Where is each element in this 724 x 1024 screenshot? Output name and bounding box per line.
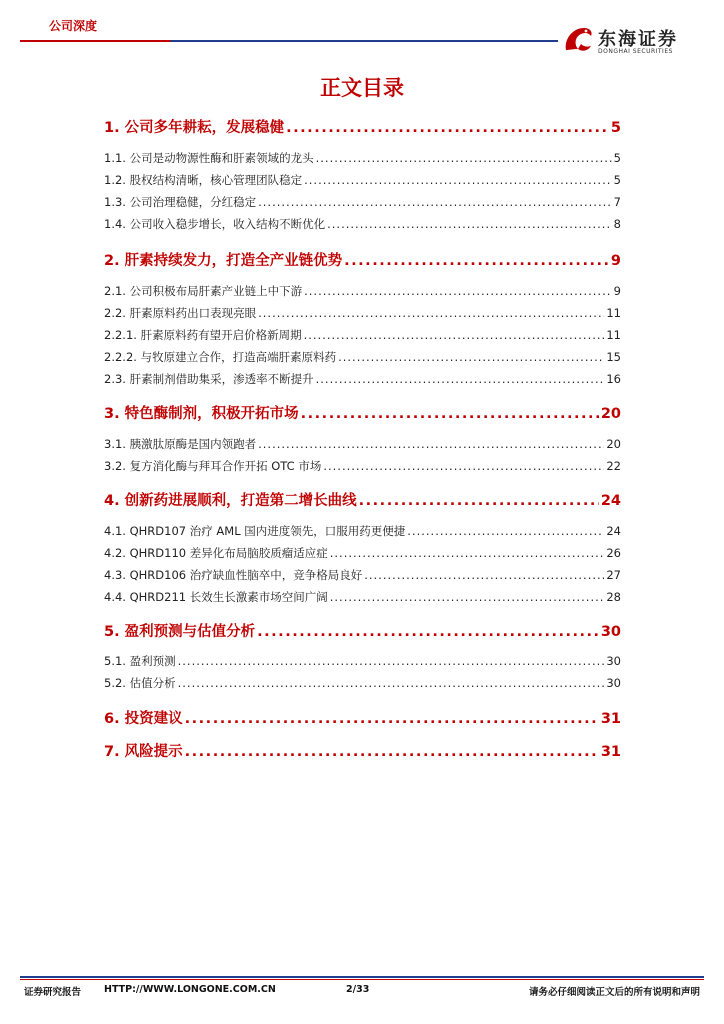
- toc-leader-dots: [316, 372, 605, 386]
- toc-entry-page: 20: [606, 437, 621, 451]
- toc-leader-dots: [304, 328, 605, 342]
- toc-entry-title: 1. 公司多年耕耘，发展稳健: [104, 120, 285, 136]
- toc-entry-page: 5: [613, 151, 621, 165]
- toc-entry-page: 26: [606, 546, 621, 560]
- toc-entry-title: 3. 特色酶制剂，积极开拓市场: [104, 406, 299, 422]
- toc-entry-title: 1.2. 股权结构清晰，核心管理团队稳定: [104, 173, 303, 187]
- toc-entry-page: 5: [610, 120, 621, 136]
- toc-entry-page: 5: [613, 173, 621, 187]
- toc-entry-page: 9: [613, 284, 621, 298]
- toc-chapter-entry[interactable]: [104, 620, 621, 641]
- toc-chapter-entry[interactable]: [104, 249, 621, 270]
- toc-section-entry[interactable]: [104, 675, 621, 691]
- toc-entry-title: 5. 盈利预测与估值分析: [104, 624, 256, 640]
- dragon-logo-icon: [560, 22, 596, 58]
- toc-entry-title: 2.1. 公司积极布局肝素产业链上中下游: [104, 284, 303, 298]
- toc-leader-dots: [178, 654, 605, 668]
- footer-divider: [20, 976, 704, 978]
- toc-entry-title: 2. 肝素持续发力，打造全产业链优势: [104, 253, 343, 269]
- toc-entry-title: 2.2. 肝素原料药出口表现亮眼: [104, 306, 257, 320]
- toc-section-entry[interactable]: [104, 371, 621, 387]
- toc-section-entry[interactable]: [104, 436, 621, 452]
- toc-leader-dots: [258, 306, 604, 320]
- toc-entry-title: 5.1. 盈利预测: [104, 654, 176, 668]
- footer-report-type: 证券研究报告: [24, 987, 82, 998]
- toc-leader-dots: [359, 493, 599, 509]
- toc-entry-page: 9: [610, 253, 621, 269]
- toc-entry-page: 31: [600, 711, 621, 727]
- toc-entry-page: 27: [606, 568, 621, 582]
- toc-entry-title: 2.2.2. 与牧原建立合作，打造高端肝素原料药: [104, 350, 337, 364]
- toc-section-entry[interactable]: [104, 194, 621, 210]
- toc-section-entry[interactable]: [104, 545, 621, 561]
- toc-section-entry[interactable]: [104, 653, 621, 669]
- toc-section-entry[interactable]: [104, 172, 621, 188]
- toc-leader-dots: [304, 173, 612, 187]
- logo-english-name: DONGHAI SECURITIES: [598, 48, 673, 55]
- toc-entry-title: 3.2. 复方消化酶与拜耳合作开拓 OTC 市场: [104, 459, 322, 473]
- toc-entry-page: 8: [613, 217, 621, 231]
- toc-chapter-entry[interactable]: [104, 402, 621, 423]
- logo-chinese-name: 东海证券: [598, 29, 678, 50]
- toc-leader-dots: [364, 568, 604, 582]
- toc-section-entry[interactable]: [104, 589, 621, 605]
- toc-entry-title: 6. 投资建议: [104, 711, 183, 727]
- toc-chapter-entry[interactable]: [104, 740, 621, 761]
- page-title: 正文目录: [320, 76, 404, 100]
- toc-leader-dots: [185, 711, 599, 727]
- toc-chapter-entry[interactable]: [104, 116, 621, 137]
- section-label: 公司深度: [49, 19, 98, 33]
- toc-entry-title: 4.3. QHRD106 治疗缺血性脑卒中，竞争格局良好: [104, 568, 363, 582]
- toc-entry-title: 1.4. 公司收入稳步增长，收入结构不断优化: [104, 217, 326, 231]
- toc-entry-title: 4.4. QHRD211 长效生长激素市场空间广阔: [104, 590, 328, 604]
- toc-leader-dots: [323, 459, 604, 473]
- toc-entry-title: 1.1. 公司是动物源性酶和肝素领域的龙头: [104, 151, 314, 165]
- footer-url[interactable]: HTTP://WWW.LONGONE.COM.CN: [104, 984, 276, 995]
- toc-leader-dots: [257, 624, 599, 640]
- toc-entry-page: 11: [606, 328, 621, 342]
- footer-divider-accent: [20, 979, 704, 980]
- toc-section-entry[interactable]: [104, 523, 621, 539]
- toc-entry-title: 2.2.1. 肝素原料药有望开启价格新周期: [104, 328, 302, 342]
- toc-entry-title: 5.2. 估值分析: [104, 676, 176, 690]
- toc-entry-page: 11: [606, 306, 621, 320]
- toc-section-entry[interactable]: [104, 216, 621, 232]
- toc-section-entry[interactable]: [104, 327, 621, 343]
- toc-entry-title: 4.1. QHRD107 治疗 AML 国内进度领先，口服用药更便捷: [104, 524, 406, 538]
- footer-disclaimer: 请务必仔细阅读正文后的所有说明和声明: [528, 987, 700, 998]
- toc-leader-dots: [330, 546, 605, 560]
- toc-leader-dots: [338, 350, 604, 364]
- toc-entry-page: 20: [600, 406, 621, 422]
- toc-entry-page: 31: [600, 744, 621, 760]
- toc-leader-dots: [301, 406, 599, 422]
- toc-leader-dots: [330, 590, 605, 604]
- toc-entry-page: 30: [600, 624, 621, 640]
- toc-chapter-entry[interactable]: [104, 489, 621, 510]
- toc-chapter-entry[interactable]: [104, 707, 621, 728]
- toc-entry-title: 4.2. QHRD110 差异化布局脑胶质瘤适应症: [104, 546, 328, 560]
- toc-section-entry[interactable]: [104, 349, 621, 365]
- toc-entry-page: 7: [613, 195, 621, 209]
- toc-entry-page: 28: [606, 590, 621, 604]
- toc-entry-page: 24: [606, 524, 621, 538]
- toc-entry-title: 4. 创新药进展顺利，打造第二增长曲线: [104, 493, 357, 509]
- toc-section-entry[interactable]: [104, 150, 621, 166]
- toc-section-entry[interactable]: [104, 305, 621, 321]
- toc-section-entry[interactable]: [104, 567, 621, 583]
- toc-leader-dots: [178, 676, 605, 690]
- toc-entry-title: 1.3. 公司治理稳健，分红稳定: [104, 195, 257, 209]
- toc-entry-title: 7. 风险提示: [104, 744, 183, 760]
- toc-section-entry[interactable]: [104, 283, 621, 299]
- company-logo: [560, 22, 700, 60]
- toc-leader-dots: [286, 120, 609, 136]
- toc-entry-title: 3.1. 胰激肽原酶是国内领跑者: [104, 437, 257, 451]
- toc-leader-dots: [344, 253, 609, 269]
- toc-entry-title: 2.3. 肝素制剂借助集采，渗透率不断提升: [104, 372, 314, 386]
- toc-leader-dots: [185, 744, 599, 760]
- toc-entry-page: 24: [600, 493, 621, 509]
- toc-entry-page: 15: [606, 350, 621, 364]
- toc-leader-dots: [304, 284, 612, 298]
- toc-entry-page: 22: [606, 459, 621, 473]
- toc-section-entry[interactable]: [104, 458, 621, 474]
- toc-entry-page: 30: [606, 654, 621, 668]
- toc-leader-dots: [316, 151, 612, 165]
- footer-page-number: 2/33: [346, 984, 370, 995]
- toc-leader-dots: [258, 437, 604, 451]
- toc-leader-dots: [327, 217, 612, 231]
- header-divider: [20, 40, 558, 42]
- toc-entry-page: 16: [606, 372, 621, 386]
- toc-entry-page: 30: [606, 676, 621, 690]
- toc-leader-dots: [407, 524, 604, 538]
- toc-leader-dots: [258, 195, 612, 209]
